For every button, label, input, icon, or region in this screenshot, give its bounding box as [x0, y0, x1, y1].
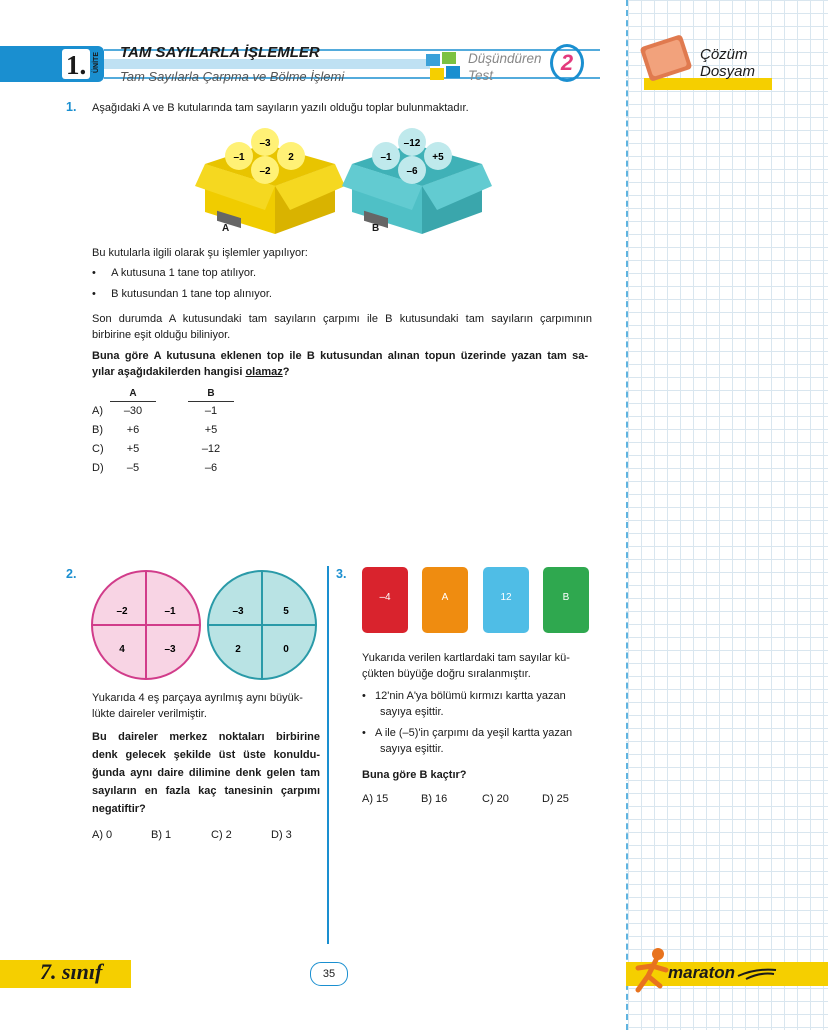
ball-a-4: –2 [259, 166, 271, 177]
column-divider [327, 566, 329, 944]
brand-logo: maraton [668, 963, 736, 982]
q3-option-a[interactable]: A) 15 [362, 793, 389, 805]
teal-slice-1: –3 [232, 606, 244, 617]
q1-para-2: birbirine eşit olduğu biliniyor. [92, 329, 231, 341]
box-b [342, 124, 492, 240]
q2-option-c[interactable]: C) 2 [211, 829, 232, 841]
teal-slice-4: 0 [283, 644, 289, 655]
q3-bullet-2: • A ile (–5)'in çarpımı da yeşil kartta yazan sayıya eşittir. [362, 727, 573, 755]
ball-b-3: +5 [432, 152, 444, 163]
card-orange: A [422, 567, 468, 633]
box-b-label: B [372, 223, 380, 234]
q3-number: 3. [336, 567, 347, 581]
pink-slice-4: –3 [164, 644, 176, 655]
unit-word: ÜNİTE [93, 52, 100, 73]
pink-slice-2: –1 [164, 606, 176, 617]
card-green: B [543, 567, 589, 633]
q3-option-d[interactable]: D) 25 [542, 793, 569, 805]
solution-grid-panel [626, 0, 828, 1030]
ball-a-2: –1 [233, 152, 245, 163]
footer-grade: 7. sınıf [40, 959, 103, 984]
page-number: 35 [310, 962, 348, 986]
q1-col-a: A [110, 388, 156, 402]
cube-icon [422, 48, 464, 84]
q3-text: Yukarıda verilen kartlardaki tam sayılar kü- çükten büyüğe doğru sıralanmıştır. [362, 652, 570, 680]
teal-slice-2: 5 [283, 606, 289, 617]
solution-file-title: Çözüm Dosyam [700, 46, 756, 80]
box-a [195, 124, 345, 240]
q1-bullet-1: • A kutusuna 1 tane top atılıyor. [92, 267, 257, 279]
q1-intro: Aşağıdaki A ve B kutularında tam sayıların yazılı olduğu toplar bulunmaktadır. [92, 102, 469, 114]
ball-a-3: 2 [288, 152, 294, 163]
ball-b-2: –1 [380, 152, 392, 163]
test-name: Düşündüren Test [468, 51, 542, 83]
q1-bullet-2: • B kutusundan 1 tane top alınıyor. [92, 288, 272, 300]
q1-question-1: Buna göre A kutusuna eklenen top ile B kutusundan alınan topun üzerinde yazan tam sa- [92, 350, 588, 362]
q2-option-a[interactable]: A) 0 [92, 829, 113, 841]
q2-option-d[interactable]: D) 3 [271, 829, 292, 841]
q1-ops-intro: Bu kutularla ilgili olarak şu işlemler yapılıyor: [92, 247, 308, 259]
pink-slice-3: 4 [119, 644, 125, 655]
q1-number: 1. [66, 100, 77, 114]
box-a-label: A [222, 223, 230, 234]
pink-slice-1: –2 [116, 606, 128, 617]
q1-col-b: B [188, 388, 234, 402]
q3-question: Buna göre B kaçtır? [362, 769, 467, 781]
unit-number: 1. [66, 50, 87, 80]
q2-option-b[interactable]: B) 1 [151, 829, 172, 841]
brand-swoosh-icon [736, 966, 780, 982]
ball-a-1: –3 [259, 138, 271, 149]
teal-slice-3: 2 [235, 644, 241, 655]
q3-bullet-1: • 12'nin A'ya bölümü kırmızı kartta yazan sayıya eşittir. [362, 690, 566, 718]
q2-text: Yukarıda 4 eş parçaya ayrılmış aynı büyük- lükte daireler verilmiştir. [92, 692, 303, 720]
card-blue: 12 [483, 567, 529, 633]
q1-para-1: Son durumda A kutusundaki tam sayıların çarpımı ile B kutusundaki tam sayıların çarpımının [92, 313, 592, 325]
ball-b-1: –12 [403, 138, 421, 149]
q2-number: 2. [66, 567, 77, 581]
folder-icon [636, 34, 696, 86]
page-subtitle: Tam Sayılarla Çarpma ve Bölme İşlemi [120, 69, 345, 84]
test-number: 2 [550, 44, 584, 82]
page-title: TAM SAYILARLA İŞLEMLER [120, 44, 320, 61]
ball-b-4: –6 [406, 166, 418, 177]
q2-question: Bu daireler merkez noktaları birbirine denk gelecek şekilde üst üste konuldu- ğunda aynı daire dilimine denk gelen tam sayıların en fazla kaç tanesinin çarpımı negatiftir? [92, 731, 320, 815]
runner-icon [628, 946, 672, 998]
q3-option-c[interactable]: C) 20 [482, 793, 509, 805]
q2-circles [88, 570, 320, 684]
q3-option-b[interactable]: B) 16 [421, 793, 448, 805]
card-red: –4 [362, 567, 408, 633]
q1-question-2: yılar aşağıdakilerden hangisi olamaz? [92, 366, 290, 378]
